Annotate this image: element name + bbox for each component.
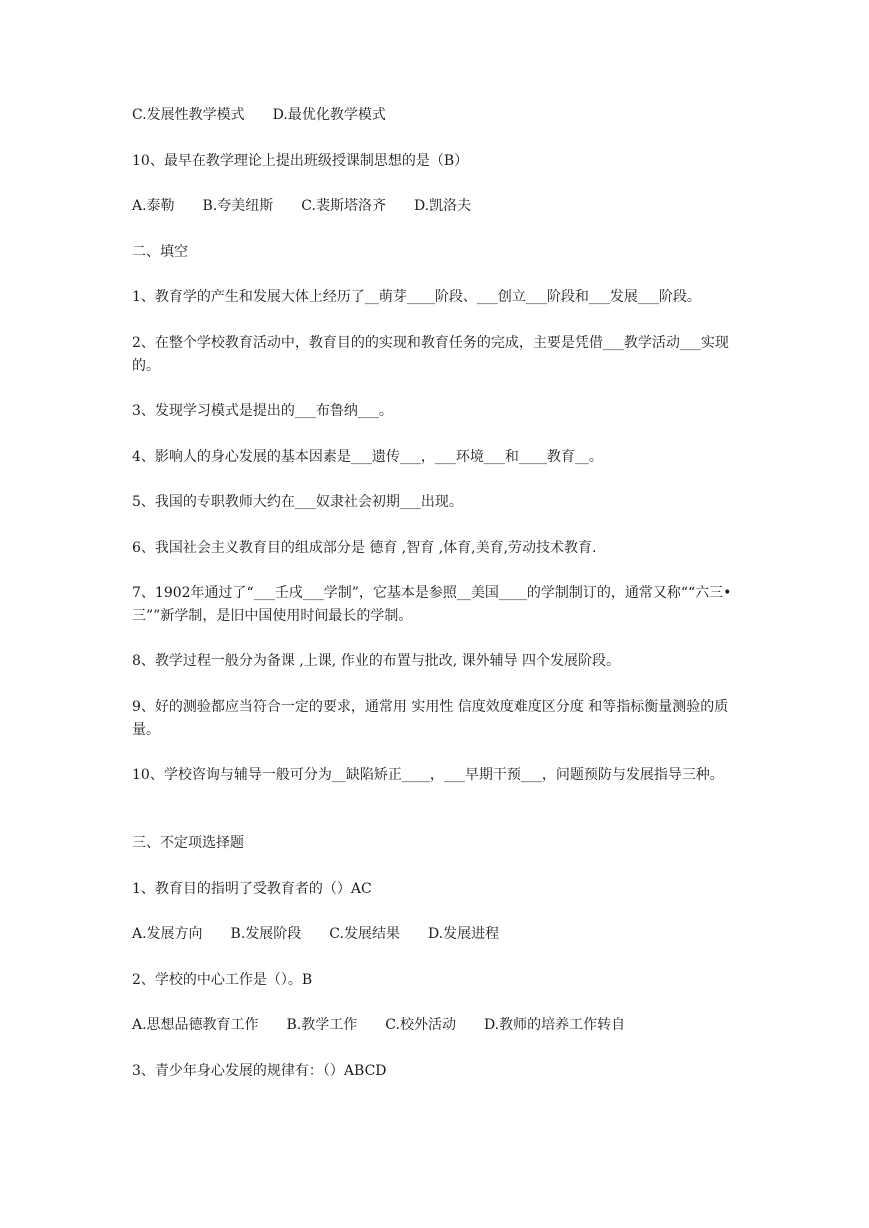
mc-options-1: A.发展方向 B.发展阶段 C.发展结果 D.发展进程: [132, 926, 500, 942]
fill-question-10: 10、学校咨询与辅导一般可分为__缺陷矫正____，___早期干预___，问题预防与发展指导三种。: [132, 767, 724, 783]
fill-question-4: 4、影响人的身心发展的基本因素是___遗传___，___环境___和____教育__。: [132, 449, 603, 465]
mc-question-2: 2、学校的中心工作是（）。B: [132, 972, 313, 988]
section-heading-multiple-choice: 三、不定项选择题: [132, 835, 244, 851]
fill-question-8: 8、教学过程一般分为备课 ,上课, 作业的布置与批改, 课外辅导 四个发展阶段。: [132, 653, 621, 669]
fill-question-2: 2、在整个学校教育活动中，教育目的的实现和教育任务的完成，主要是凭借___教学活动___实现的。: [132, 335, 729, 374]
option-line-q10: A.泰勒 B.夸美纽斯 C.裴斯塔洛齐 D.凯洛夫: [132, 198, 472, 214]
mc-question-1: 1、教育目的指明了受教育者的（）AC: [132, 881, 372, 897]
option-line-q9: C.发展性教学模式 D.最优化教学模式: [132, 107, 386, 123]
section-heading-fill-in: 二、填空: [132, 244, 188, 260]
mc-question-3: 3、青少年身心发展的规律有：（）ABCD: [132, 1063, 387, 1079]
fill-question-7: 7、1902年通过了“___壬戌___学制”，它基本是参照__美国____的学制制订的，通常又称““六三•三””新学制，是旧中国使用时间最长的学制。: [132, 585, 732, 624]
question-10: 10、最早在教学理论上提出班级授课制思想的是（B）: [132, 153, 469, 169]
fill-question-3: 3、发现学习模式是提出的___布鲁纳___。: [132, 403, 393, 419]
fill-question-9: 9、好的测验都应当符合一定的要求，通常用 实用性 信度效度难度区分度 和等指标衡量测验的质量。: [132, 699, 729, 738]
fill-question-5: 5、我国的专职教师大约在___奴隶社会初期___出现。: [132, 494, 463, 510]
mc-options-2: A.思想品德教育工作 B.教学工作 C.校外活动 D.教师的培养工作转自: [132, 1017, 626, 1033]
fill-question-1: 1、教育学的产生和发展大体上经历了__萌芽____阶段、___创立___阶段和___发展___阶段。: [132, 289, 701, 305]
fill-question-6: 6、我国社会主义教育目的组成部分是 德育 ,智育 ,体育,美育,劳动技术教育.: [132, 540, 597, 556]
